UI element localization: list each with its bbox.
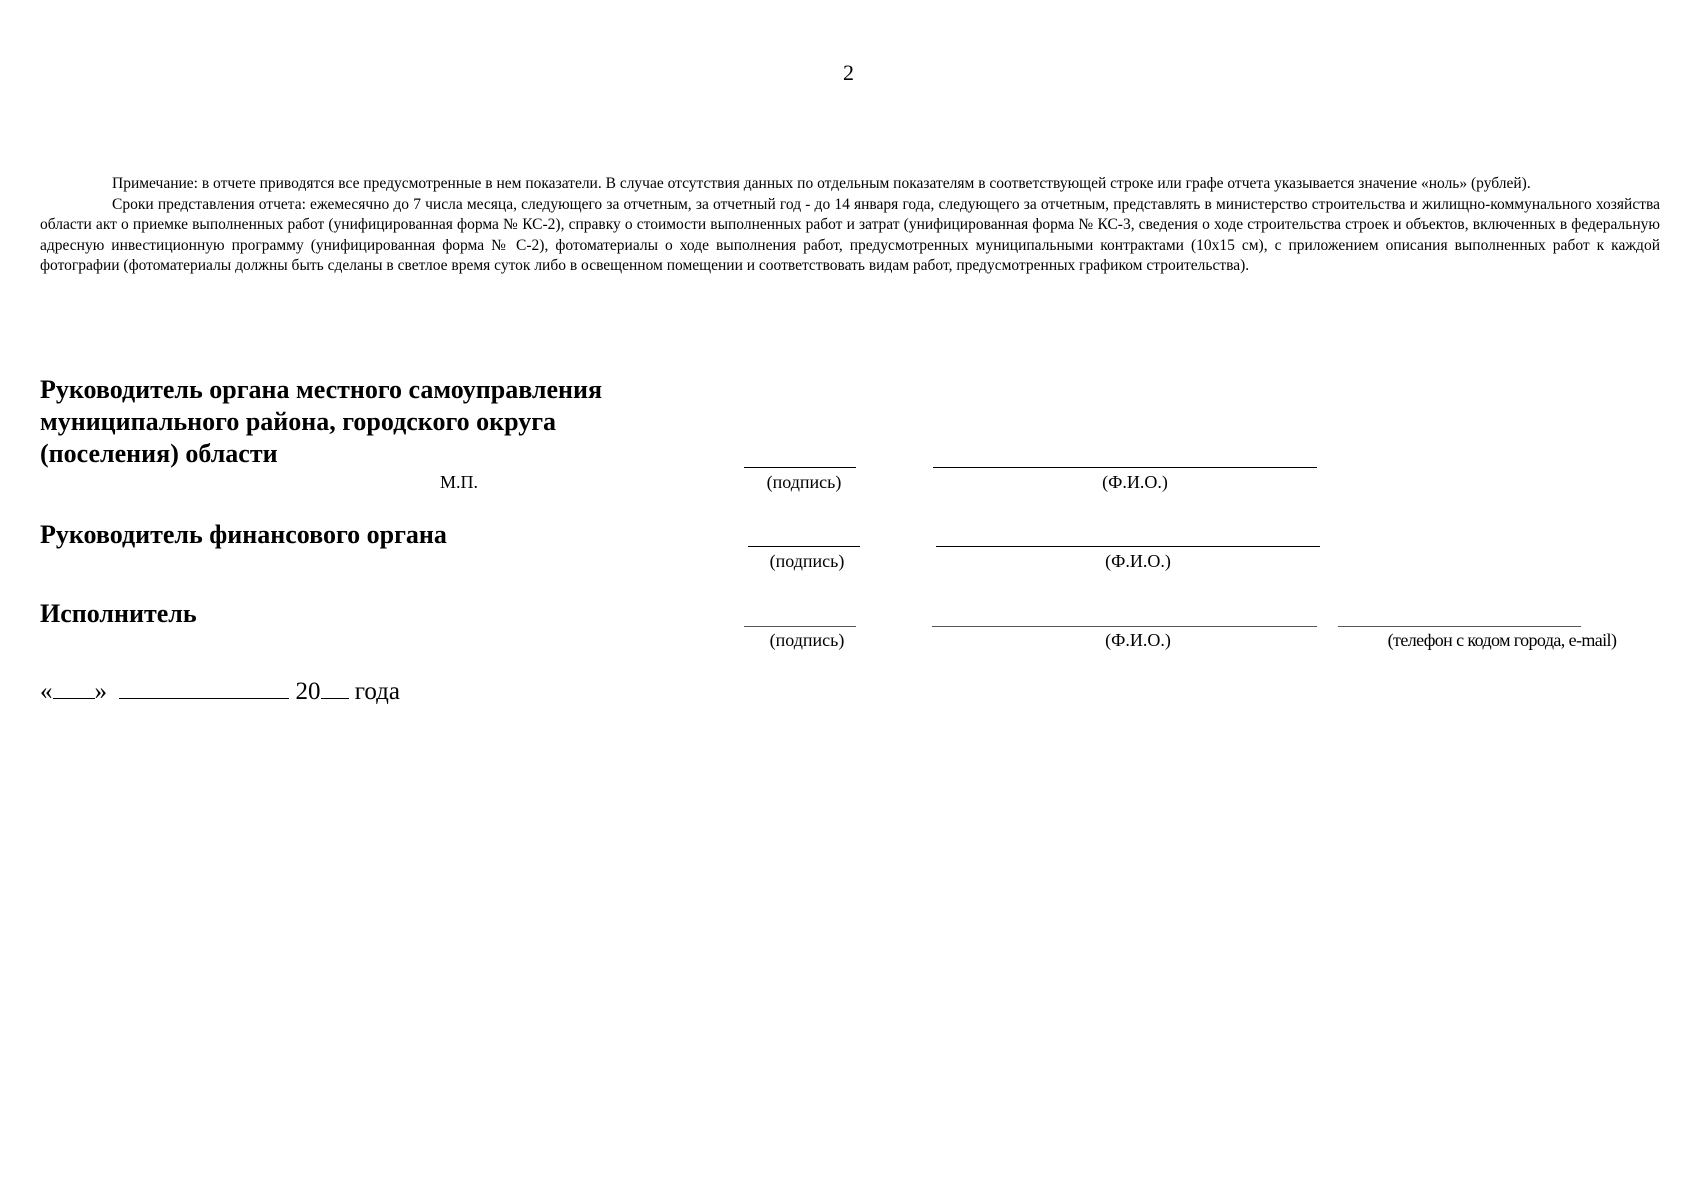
executor-contact-caption: (телефон с кодом города, e-mail) bbox=[1387, 630, 1617, 650]
executor-title: Исполнитель bbox=[40, 599, 197, 628]
head-local-title bbox=[40, 374, 602, 470]
year-prefix: 20 bbox=[295, 678, 321, 705]
head-finance-signature-line[interactable] bbox=[748, 546, 860, 547]
head-local-signature-line[interactable] bbox=[744, 467, 856, 468]
head-finance-name-line[interactable] bbox=[936, 546, 1320, 547]
head-local-name-caption: (Ф.И.О.) bbox=[1102, 472, 1168, 492]
head-local-signature-caption: (подпись) bbox=[766, 472, 842, 492]
date-open-quote: « bbox=[40, 678, 53, 705]
stamp-label: М.П. bbox=[440, 472, 479, 492]
deadlines-paragraph: Сроки представления отчета: ежемесячно до 7 числа месяца, следующего за отчетным, за отчетный год - до 14 января года, следующего за отчетным, представлять в министерство строительства и жилищно-коммунального хозяйства области акт о приемке выполненных работ (унифицированная форма № КС-2), справку о стоимости выполненных работ и затрат (унифицированная форма № КС-3, сведения о ходе строительства строек и объектов, включенных в федеральную адресную инвестиционную программу (унифицированная форма № С-2), фотоматериалы о ходе выполнения работ, предусмотренных муниципальными контрактами (10х15 см), с приложением описания выполненных работ к каждой фотографии (фотоматериалы должны быть сделаны в светлое время суток либо в освещенном помещении и соответствовать видам работ, предусмотренных графиком строительства). bbox=[40, 195, 1660, 274]
head-local-title-line: Руководитель органа местного самоуправления bbox=[40, 375, 603, 404]
executor-name-line[interactable] bbox=[932, 626, 1317, 627]
executor-name-caption: (Ф.И.О.) bbox=[1105, 630, 1171, 650]
month-blank[interactable] bbox=[119, 697, 289, 699]
head-finance-name-caption: (Ф.И.О.) bbox=[1105, 551, 1171, 571]
executor-signature-line[interactable] bbox=[744, 626, 856, 627]
head-finance-title: Руководитель финансового органа bbox=[40, 520, 447, 549]
head-local-title-line: муниципального района, городского округа bbox=[40, 407, 557, 436]
page-number: 2 bbox=[843, 60, 854, 85]
notes-block bbox=[40, 174, 1660, 277]
date-line bbox=[40, 678, 400, 706]
day-blank[interactable] bbox=[53, 697, 95, 699]
note-paragraph: Примечание: в отчете приводятся все предусмотренные в нем показатели. В случае отсутствия данных по отдельным показателям в соответствующей строке или графе отчета указывается значение «ноль» (рублей). bbox=[112, 175, 1531, 192]
year-blank[interactable] bbox=[321, 697, 349, 699]
year-suffix: года bbox=[354, 678, 400, 705]
head-finance-signature-caption: (подпись) bbox=[769, 551, 845, 571]
head-local-title-line: (поселения) области bbox=[40, 439, 278, 468]
executor-signature-caption: (подпись) bbox=[769, 630, 845, 650]
date-close-quote: » bbox=[94, 678, 107, 705]
head-local-name-line[interactable] bbox=[933, 467, 1317, 468]
executor-contact-line[interactable] bbox=[1338, 626, 1581, 627]
